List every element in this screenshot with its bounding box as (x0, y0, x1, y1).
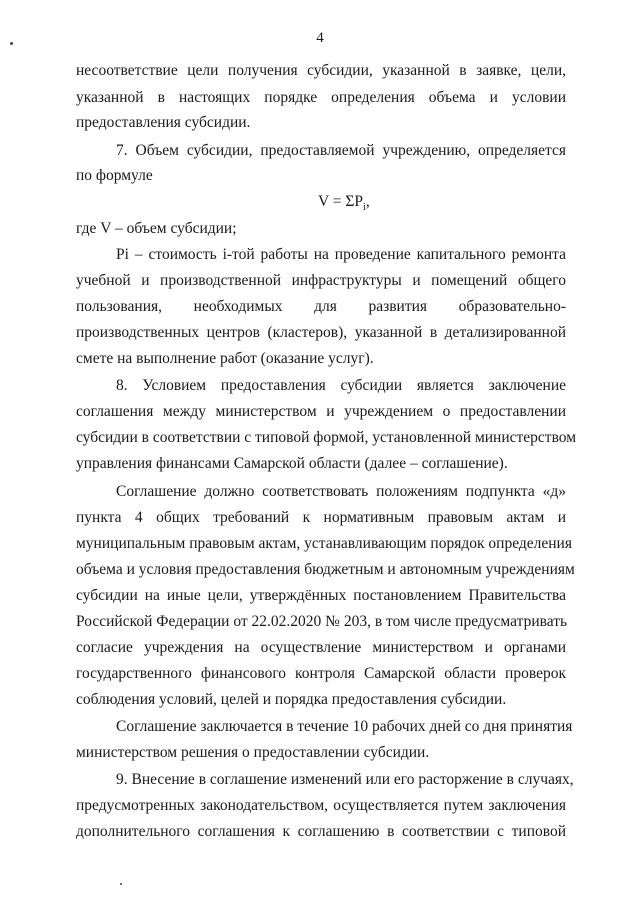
text-line: 8. Условием предоставления субсидии является заключение (116, 377, 566, 394)
text-line: пункта 4 общих требований к нормативным правовым актам и (76, 509, 566, 526)
text-line: производственных центров (кластеров), указанной в детализированной (76, 324, 566, 341)
text-line: Российской Федерации от 22.02.2020 № 203, в том числе предусматривать (76, 613, 568, 630)
text-line: соблюдения условий, целей и порядка предоставления субсидии. (76, 691, 507, 708)
text-line: указанной в настоящих порядке определения объема и условии (76, 89, 566, 106)
formula-main: V = ΣP (318, 193, 364, 210)
text-line: пользования, необходимых для развития образовательно- (76, 298, 566, 315)
text-line: Соглашение должно соответствовать положениям подпункта «д» (116, 483, 566, 500)
text-line: по формуле (76, 167, 153, 184)
text-line: 7. Объем субсидии, предоставляемой учреждению, определяется (116, 142, 566, 159)
formula (318, 192, 370, 218)
text-line: государственного финансового контроля Самарской области проверок (76, 665, 566, 682)
page-number: 4 (316, 30, 324, 46)
text-line: управления финансами Самарской области (далее – соглашение). (76, 455, 508, 472)
text-line: соглашения между министерством и учреждением о предоставлении (76, 403, 566, 420)
text-line: объема и условия предоставления бюджетным и автономным учреждениям (76, 561, 575, 578)
scan-speck (120, 883, 122, 885)
formula-suffix: , (365, 193, 370, 210)
text-line: где V – объем субсидии; (76, 220, 237, 237)
scan-speck (10, 42, 13, 45)
formula-subscript: i (363, 202, 366, 214)
text-line: Pi – стоимость i-той работы на проведение капитального ремонта (116, 246, 566, 263)
text-line: субсидии в соответствии с типовой формой, установленной министерством (76, 429, 577, 446)
text-line: Соглашение заключается в течение 10 рабочих дней со дня принятия (116, 718, 573, 735)
text-line: согласие учреждения на осуществление министерством и органами (76, 639, 566, 656)
text-line: предусмотренных законодательством, осуществляется путем заключения (76, 797, 566, 814)
text-line: учебной и производственной инфраструктуры и помещений общего (76, 272, 566, 289)
text-line: предоставления субсидии. (76, 114, 251, 131)
text-line: субсидии на иные цели, утверждённых постановлением Правительства (76, 587, 566, 604)
text-line: несоответствие цели получения субсидии, указанной в заявке, цели, (76, 62, 566, 79)
text-line: дополнительного соглашения к соглашению в соответствии с типовой (76, 823, 566, 840)
text-line: смете на выполнение работ (оказание услуг). (76, 350, 374, 367)
text-line: министерством решения о предоставлении субсидии. (76, 744, 430, 761)
text-line: 9. Внесение в соглашение изменений или его расторжение в случаях, (116, 771, 574, 788)
text-line: муниципальным правовым актам, устанавливающим порядок определения (76, 535, 572, 552)
